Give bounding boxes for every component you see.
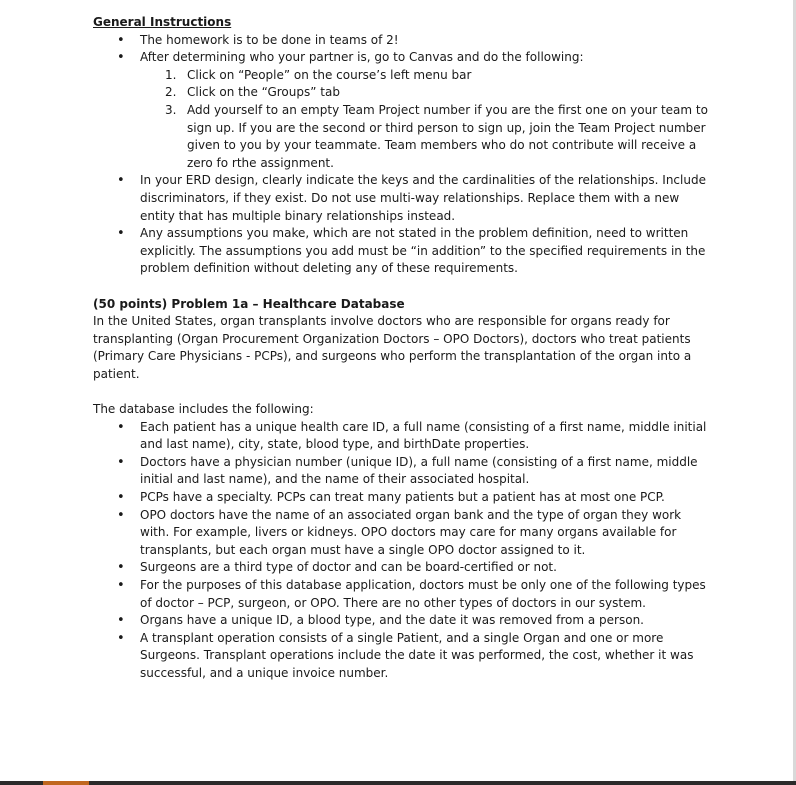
- step-number: 3.: [165, 102, 177, 117]
- step-number: 1.: [165, 67, 177, 82]
- list-item: • Each patient has a unique health care ID, a full name (consisting of a first name, middle initial and last name), city, state, blood type, and birthDate properties.: [93, 419, 713, 454]
- list-item: • In your ERD design, clearly indicate the keys and the cardinalities of the relationships. Include discriminators, if they exist. Do not use multi-way relationships. Replace them with a new entity that has multiple binary relationships instead.: [93, 172, 713, 225]
- database-bullet-list: [93, 419, 713, 683]
- general-bullet-list: [93, 32, 713, 278]
- problem-intro: In the United States, organ transplants involve doctors who are responsible for organs ready for transplanting (Organ Procurement Organization Doctors – OPO Doctors), doctors who treat patients (Primary Care Physicians - PCPs), and surgeons who perform the transplantation of the organ into a patient.: [93, 314, 692, 381]
- step-item: [140, 102, 713, 172]
- spacer: [93, 278, 713, 296]
- general-instructions-heading: General Instructions: [93, 15, 232, 29]
- list-item: [93, 49, 713, 172]
- list-item: • For the purposes of this database application, doctors must be only one of the following types of doctor – PCP, surgeon, or OPO. There are no other types of doctors in our system.: [93, 577, 713, 612]
- list-item: • Surgeons are a third type of doctor and can be board-certified or not.: [93, 559, 713, 577]
- list-item-text: After determining who your partner is, go to Canvas and do the following:: [140, 50, 584, 65]
- spacer: [93, 383, 713, 401]
- list-item: • The homework is to be done in teams of 2!: [93, 32, 713, 50]
- step-number: 2.: [165, 85, 177, 100]
- canvas-steps-list: [140, 67, 713, 173]
- list-item: • Organs have a unique ID, a blood type, and the date it was removed from a person.: [93, 612, 713, 630]
- list-item: • PCPs have a specialty. PCPs can treat many patients but a patient has at most one PCP.: [93, 489, 713, 507]
- document-body: [93, 14, 713, 683]
- step-text: Click on the “Groups” tab: [187, 85, 340, 100]
- step-text: Click on “People” on the course’s left menu bar: [187, 67, 472, 82]
- list-item: • OPO doctors have the name of an associated organ bank and the type of organ they work with. For example, livers or kidneys. OPO doctors may care for many organs available for transplants, but each organ must have a single OPO doctor assigned to it.: [93, 507, 713, 560]
- step-item: [140, 84, 713, 102]
- problem-heading: (50 points) Problem 1a – Healthcare Database: [93, 296, 405, 311]
- list-item: • Doctors have a physician number (unique ID), a full name (consisting of a first name, middle initial and last name), and the name of their associated hospital.: [93, 454, 713, 489]
- step-text: Add yourself to an empty Team Project number if you are the first one on your team to sign up. If you are the second or third person to sign up, join the Team Project number given to you by your teammate. Team members who do not contribute will receive a zero fo rthe assignment.: [187, 102, 708, 170]
- bottom-bar-accent: [43, 781, 89, 785]
- database-intro: The database includes the following:: [93, 402, 314, 417]
- bottom-bar: [0, 781, 796, 785]
- list-item: • Any assumptions you make, which are not stated in the problem definition, need to written explicitly. The assumptions you add must be “in addition” to the specified requirements in the problem definition without deleting any of these requirements.: [93, 225, 713, 278]
- step-item: [140, 67, 713, 85]
- list-item: • A transplant operation consists of a single Patient, and a single Organ and one or more Surgeons. Transplant operations include the date it was performed, the cost, whether it was successful, and a unique invoice number.: [93, 630, 713, 683]
